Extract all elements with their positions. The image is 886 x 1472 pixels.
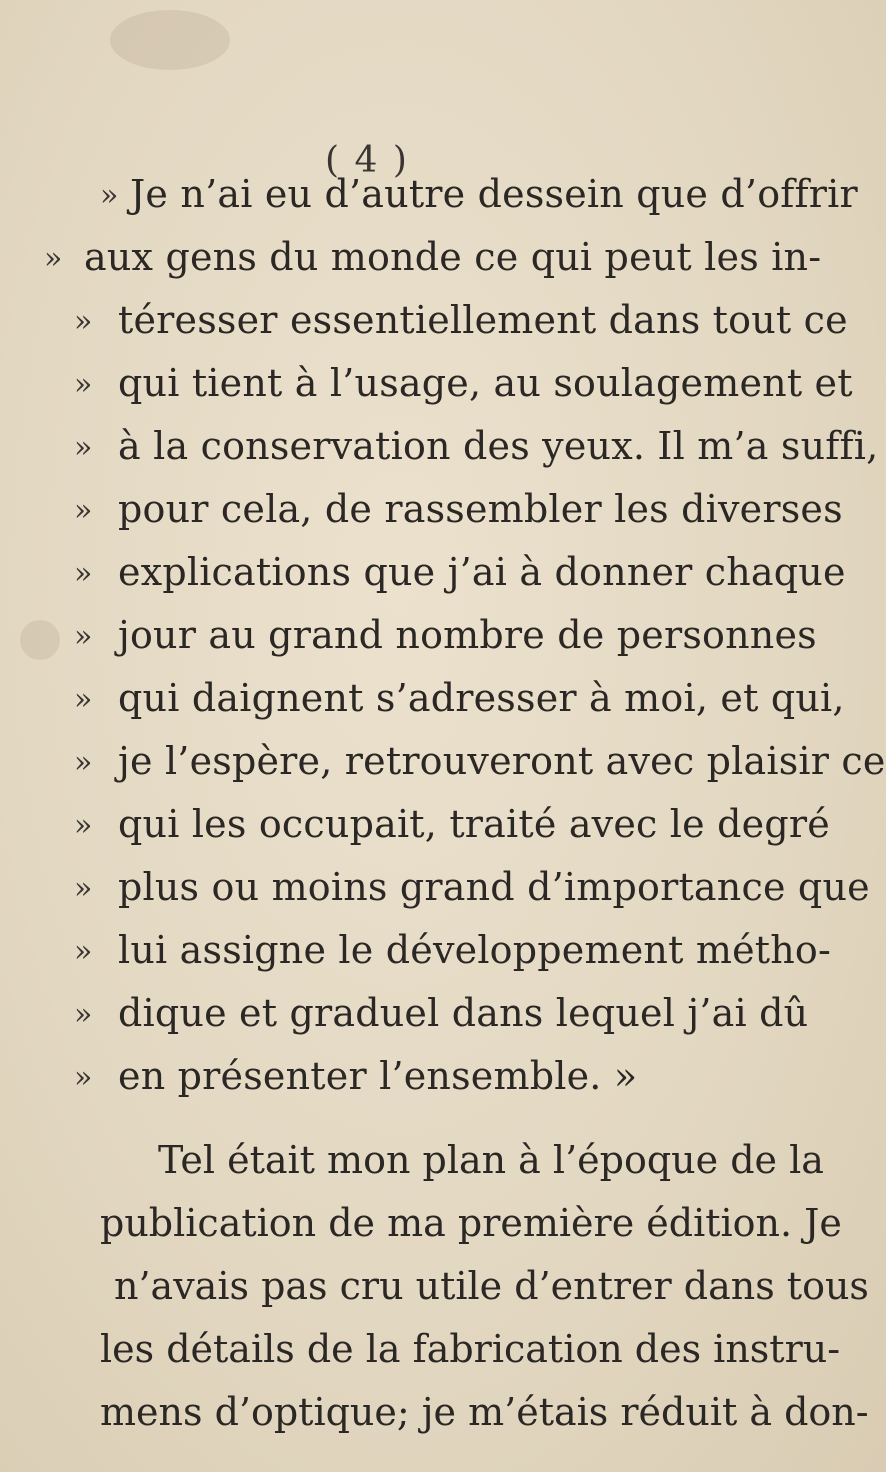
quote-line <box>0 485 843 545</box>
quote-line-text: lui assigne le développement métho- <box>118 928 832 972</box>
quote-mark: » <box>74 808 93 843</box>
paper-stain <box>110 10 230 70</box>
quote-mark: » <box>74 619 93 654</box>
quote-line <box>0 1052 800 1112</box>
quote-line <box>0 674 845 734</box>
paragraph-line: les détails de la fabrication des instru- <box>100 1327 841 1371</box>
quote-line <box>0 359 853 419</box>
quote-line <box>0 989 809 1049</box>
quote-mark: » <box>74 556 93 591</box>
quote-mark: » <box>100 178 119 213</box>
quote-line <box>0 296 848 356</box>
quote-line-text: je l’espère, retrouveront avec plaisir ce <box>118 739 886 783</box>
quote-mark: » <box>74 430 93 465</box>
paragraph-line: n’avais pas cru utile d’entrer dans tous <box>114 1264 869 1308</box>
quote-line-text: dique et graduel dans lequel j’ai dû <box>118 991 809 1035</box>
quote-mark: » <box>44 241 63 276</box>
page-number: ( 4 ) <box>325 140 409 181</box>
quote-line-text: qui tient à l’usage, au soulagement et <box>118 361 853 405</box>
quote-mark: » <box>74 934 93 969</box>
quote-line-text: qui les occupait, traité avec le degré <box>118 802 830 846</box>
quote-line-text: en présenter l’ensemble. » <box>118 1054 638 1098</box>
quote-line <box>0 422 879 482</box>
quote-line-text: pour cela, de rassembler les diverses <box>118 487 843 531</box>
quote-line <box>0 611 817 671</box>
quote-line <box>0 737 886 797</box>
quote-line-text: Je n’ai eu d’autre dessein que d’offrir <box>130 172 858 216</box>
paragraph-line: mens d’optique; je m’étais réduit à don- <box>100 1390 869 1434</box>
quote-line-text: à la conservation des yeux. Il m’a suffi, <box>118 424 879 468</box>
quote-line <box>0 800 830 860</box>
quote-line-text: plus ou moins grand d’importance que <box>118 865 870 909</box>
quote-line <box>0 926 832 986</box>
paragraph-line: publication de ma première édition. Je <box>100 1201 842 1245</box>
paragraph-line: Tel était mon plan à l’époque de la <box>158 1138 824 1182</box>
quote-line-text: qui daignent s’adresser à moi, et qui, <box>118 676 845 720</box>
quote-mark: » <box>74 745 93 780</box>
quote-line <box>0 233 822 293</box>
quote-line-text: jour au grand nombre de personnes <box>118 613 817 657</box>
quote-line-text: aux gens du monde ce qui peut les in- <box>84 235 822 279</box>
quote-line <box>0 170 858 230</box>
quote-line-text: explications que j’ai à donner chaque <box>118 550 846 594</box>
quote-mark: » <box>74 871 93 906</box>
quote-line-text: téresser essentiellement dans tout ce <box>118 298 848 342</box>
quote-mark: » <box>74 1060 93 1095</box>
quote-mark: » <box>74 682 93 717</box>
quote-line <box>0 548 846 608</box>
quote-mark: » <box>74 304 93 339</box>
quote-mark: » <box>74 997 93 1032</box>
quote-line <box>0 863 870 923</box>
quote-mark: » <box>74 367 93 402</box>
quote-mark: » <box>74 493 93 528</box>
